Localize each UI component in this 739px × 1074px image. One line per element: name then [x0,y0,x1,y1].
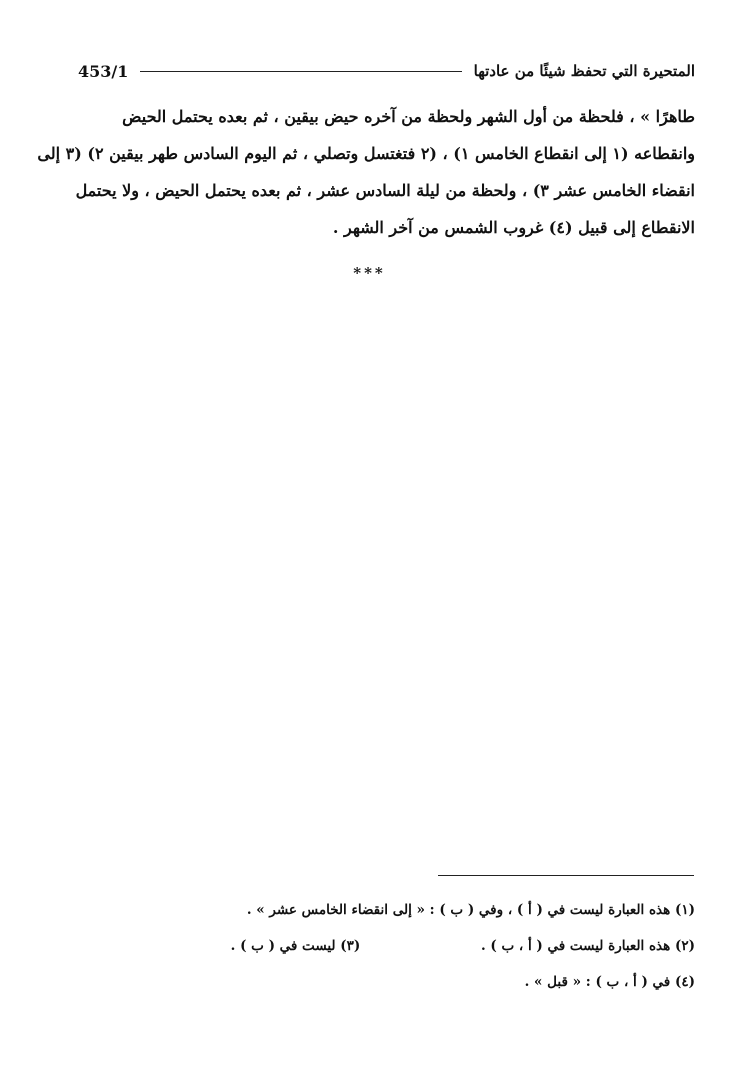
footnote-1: (١) هذه العبارة ليست في ( أ ) ، وفي ( ب ) : « إلى انقضاء الخامس عشر » . [246,902,695,918]
body-text [37,98,695,246]
footnotes [78,895,695,1003]
running-header [78,58,695,84]
footnote-2: (٢) هذه العبارة ليست في ( أ ، ب ) . [481,938,695,954]
body-line: وانقطاعه (١ إلى انقطاع الخامس ١) ، (٢ فتغتسل وتصلي ، ثم اليوم السادس طهر بيقين ٢) (٣ إلى [37,144,695,163]
chapter-title: المتحيرة التي تحفظ شيئًا من عادتها [473,62,695,80]
body-line: انقضاء الخامس عشر ٣) ، ولحظة من ليلة السادس عشر ، ثم بعده يحتمل الحيض ، ولا يحتمل [75,181,695,200]
header-rule [140,71,461,72]
footnote-rule [438,875,694,876]
page-number: 453/1 [78,61,129,81]
section-separator: *** [353,264,386,282]
body-line: الانقطاع إلى قبيل (٤) غروب الشمس من آخر الشهر . [332,218,695,237]
footnote-row [78,931,695,967]
body-line: طاهرًا » ، فلحظة من أول الشهر ولحظة من آخره حيض بيقين ، ثم بعده يحتمل الحيض [122,107,695,126]
footnote-4: (٤) في ( أ ، ب ) : « قبل » . [524,974,695,990]
footnote-3: (٣) ليست في ( ب ) . [230,938,361,954]
